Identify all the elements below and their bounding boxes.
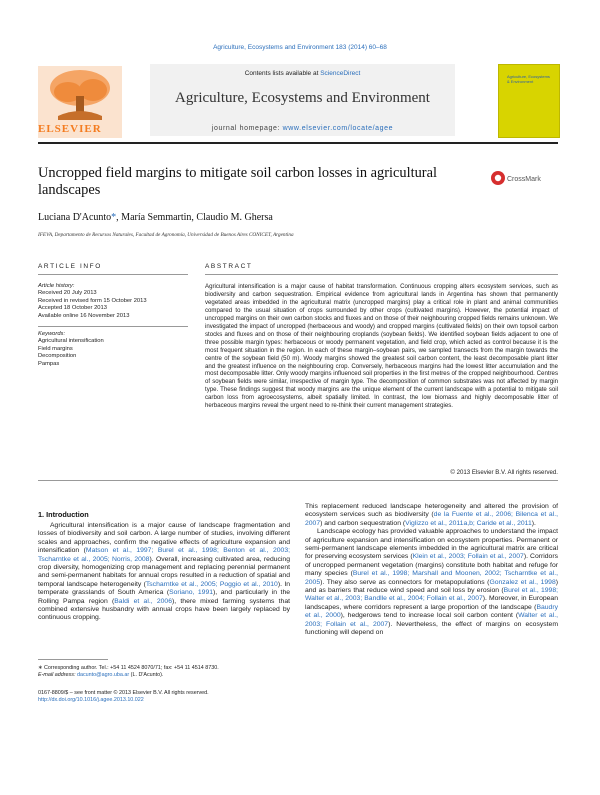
author-first[interactable]: Luciana D'Acunto [38,212,112,223]
body-text: This replacement reduced landscape heterogeneity and altered the provision of ecosystem services such as biodiversity ( [305,503,558,519]
abstract-heading: ABSTRACT [205,263,253,270]
corresponding-author-mark[interactable]: * [111,212,117,223]
reference-link[interactable]: Klein et al., 2003; Follain et al., 2007 [412,553,524,561]
issn-footnote [38,690,338,704]
reference-link[interactable]: Burel et al., 1998; Walter et al., 2003; Bandlle et al., 2004; Follain et al., 2007 [305,587,558,603]
sciencedirect-link[interactable]: ScienceDirect [320,70,361,77]
body-text: Landscape ecology has provided valuable approaches to understand the impact of agriculture expansion and intensification on ecosystem properties. Permanent or semi-permanent landscape elements imbedded in the agricultural matrix are critical for preserving ecosystem services ( [305,528,558,561]
abstract-bottom-rule [38,480,558,481]
email-link[interactable]: dacunto@agro.uba.ar [76,672,130,678]
body-text: ). In temperate grasslands of South America ( [38,580,290,597]
body-text: ). Nevertheless, the effect of margins on ecosystem functioning will depend on [305,620,558,637]
reference-link[interactable]: Viglizzo et al., 2011a,b; Caride et al., 2011 [405,519,532,527]
history-received: Received 20 July 2013 [38,290,97,297]
footnote-rule [38,659,108,660]
corresponding-author-note: ∗ Corresponding author. Tel.: +54 11 4524 8070/71; fax: +54 11 4514 8730. [38,665,219,671]
history-accepted: Accepted 18 October 2013 [38,305,107,312]
authors-line [38,212,273,223]
article-info-heading: ARTICLE INFO [38,263,102,270]
cover-title: Agriculture, Ecosystems & Environment [507,74,550,84]
body-text: ). Corridors of uncropped permanent vegetation (margins) constitute both habitat and refuge for many species ( [305,553,558,578]
reference-link[interactable]: Walter et al., 2003; Follain et al., 2007 [305,612,558,628]
journal-homepage [150,125,455,132]
keyword-item: Field margins [38,345,73,352]
contents-prefix: Contents lists available at [244,70,321,77]
reference-link[interactable]: Tscharntke et al., 2005; Poggio et al., 2010 [145,580,278,588]
email-line [38,672,298,679]
article-history [38,283,188,320]
journal-citation[interactable]: Agriculture, Ecosystems and Environment 183 (2014) 60–68 [213,44,387,51]
email-label: E-mail address: [38,672,77,678]
reference-link[interactable]: Matson et al., 1997; Burel et al., 1998; Benton et al., 2003; Tscharntke et al., 2005; Norris, 2008 [38,547,290,563]
contents-line [150,70,455,77]
elsevier-wordmark: ELSEVIER [38,123,102,135]
keywords-rule [38,326,188,327]
reference-link[interactable]: Gonzalez et al., 1998 [489,578,556,586]
doi-link[interactable]: http://dx.doi.org/10.1016/j.agee.2013.10.022 [38,697,144,703]
corresponding-footnote [38,665,298,679]
keyword-item: Pampas [38,360,60,367]
body-text: ) and carbon sequestration ( [320,519,406,527]
journal-name: Agriculture, Ecosystems and Environment [175,90,430,106]
body-text: ). [531,519,536,527]
keywords-block [38,331,188,368]
header-rule [38,142,558,144]
body-text: ), and particularly in the Rolling Pampa region ( [38,589,291,605]
keyword-item: Agricultural intensification [38,338,104,345]
intro-right-column [305,503,558,638]
authors-rest: , María Semmartin, Claudio M. Ghersa [116,212,273,223]
intro-paragraph [38,522,290,623]
article-info-rule [38,274,188,275]
body-text: ). Moreover, in European landscapes, where corridors represent a large proportion of the landscape ( [305,595,558,611]
history-online: Available online 16 November 2013 [38,312,130,319]
introduction-heading: 1. Introduction [38,510,89,519]
issn-line: 0167-8809/$ – see front matter © 2013 Elsevier B.V. All rights reserved. [38,690,209,696]
intro-left-column [38,522,290,623]
abstract-rule [205,274,558,275]
crossmark-label: CrossMark [507,176,541,183]
keywords-label: Keywords: [38,331,66,337]
body-text: ), there mixed farming systems that combined extensive husbandry with annual crops have been largely replaced by continuous cropping. [38,597,290,622]
homepage-prefix: journal homepage: [211,125,283,132]
reference-link[interactable]: Baudry et al., 2000 [305,603,558,620]
intro-paragraph [305,503,558,528]
abstract-copyright: © 2013 Elsevier B.V. All rights reserved. [450,469,558,476]
reference-link[interactable]: Burel et al., 1998; Marshall and Moonen, 2002; Tscharntke et al., 2005 [305,570,558,586]
reference-link[interactable]: Baldi et al., 2006 [114,597,172,605]
reference-link[interactable]: Soriano, 1991 [169,589,214,597]
email-suffix: (L. D'Acunto). [129,672,164,678]
article-title: Uncropped field margins to mitigate soil carbon losses in agricultural landscapes [38,165,437,198]
intro-paragraph [305,528,558,637]
body-text: ). They also serve as connectors for metapopulations ( [320,578,490,586]
reference-link[interactable]: de la Fuente et al., 2006; Bilenca et al., 2007 [305,511,558,527]
history-label: Article history: [38,283,75,289]
body-text: Agricultural intensification is a major cause of landscape fragmentation and losses of biodiversity and soil carbon. A large number of studies, involving different scales and approaches, confirm the negative effects of agriculture expansion and intensification ( [38,522,290,555]
abstract-text: Agricultural intensification is a major cause of habitat transformation. Continuous cropping alters ecosystem services, such as biodiversity and carbon sequestration. Empirical evidence from agricultural lands in Argentina has shown that permanently vegetated areas imbedded in the agricultural matrix (uncropped margins) play a critical role in plant and animal communities compared to the usual situation of crops surrounded by other crops (cultivated margins). However, the potential impact of uncropped margins on their own carbon stocks and fluxes and on those of their neighbouring cropped fields remains unknown. We investigated the impact of uncropped (herbaceous and woody) and cropped margins (cultivated fields) on their own topsoil carbon stocks and fluxes and on those of their neighbouring croplands (soybean fields). We identified soybean fields adjacent to one of three possible margin types: herbaceous or woody permanent vegetation, and field crop, which acted as control because it is the most frequent situation in the region. In each of these margin–soybean pairs, we sampled transects from the margin towards the centre of the soybean field (50 m). Woody margins showed the greatest soil carbon content, the least decomposable plant litter and the greatest influence on the neighbouring crop. Conversely, herbaceous margins had the lowest litter accumulation and the most decomposable litter. Only woody margins influenced soil properties in the first metres of the cropped neighbourhood. Centres of soybean fields were similar, irrespective of margin type. The decomposition of common substrates was not affected by margin type. These findings suggest that woody margins are the unique element of the current landscape with a potential to mitigate soil carbon loss from agroecosystems, albeit spatially limited. In contrast, the low biomass and highly decomposable litter of herbaceous margins reveal the urgent need to re-think their current management strategies. [205,283,558,410]
crossmark-icon[interactable] [490,170,550,186]
affiliation: IFEVA, Departamento de Recursos Naturales, Facultad de Agronomía, Universidad de Buenos Aires CONICET, Argentina [38,232,294,238]
body-text: ). Overall, increasing cultivated area, reducing crop diversity, homogenizing crop management and replacing perennial permanent and semi-permanent habitats for annual crops resulted in a reduction of spatial and temporal landscape heterogeneity ( [38,555,290,588]
history-revised: Received in revised form 15 October 2013 [38,297,147,304]
homepage-link[interactable]: www.elsevier.com/locate/agee [282,125,394,132]
body-text: ) and as barriers that reduce wind speed and soil loss by erosion ( [305,578,558,595]
body-text: ), hedgerows tend to increase local soil carbon content ( [340,612,519,620]
journal-cover[interactable] [498,64,560,138]
keyword-item: Decomposition [38,353,77,360]
